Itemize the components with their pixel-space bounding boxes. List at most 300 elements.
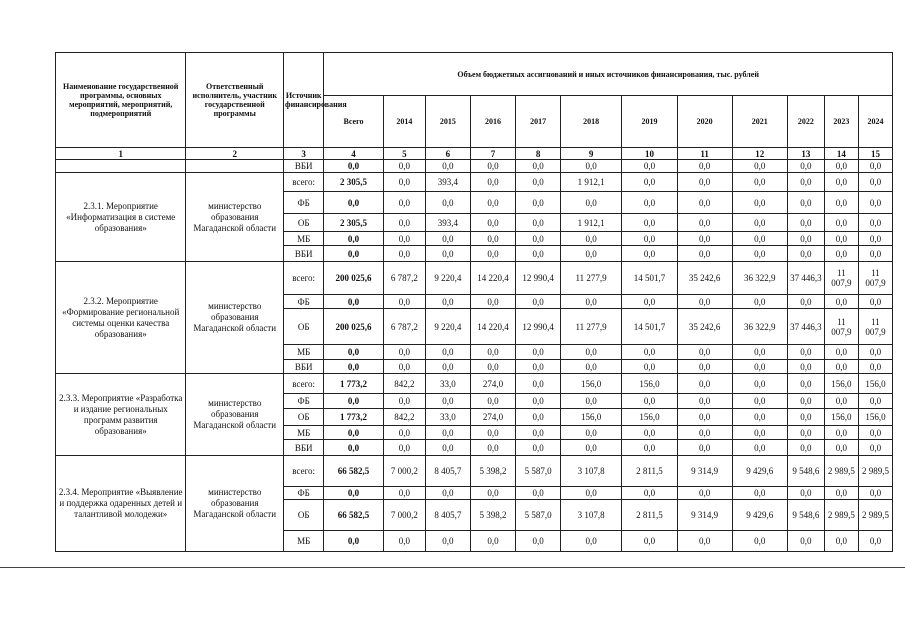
- header-year: 2024: [858, 96, 892, 148]
- value-cell: 9 314,9: [677, 456, 732, 487]
- value-cell: 2 989,5: [824, 500, 858, 531]
- value-cell: 0,0: [516, 345, 561, 360]
- value-cell: 0,0: [560, 394, 622, 409]
- total-cell: 0,0: [324, 360, 383, 374]
- value-cell: 0,0: [787, 192, 824, 214]
- value-cell: 2 989,5: [858, 456, 892, 487]
- value-cell: 0,0: [824, 246, 858, 262]
- value-cell: 0,0: [560, 531, 622, 552]
- value-cell: 0,0: [470, 232, 516, 246]
- value-cell: 156,0: [622, 409, 677, 426]
- value-cell: 156,0: [858, 374, 892, 394]
- value-cell: 0,0: [732, 394, 787, 409]
- value-cell: 0,0: [677, 394, 732, 409]
- value-cell: 0,0: [426, 295, 471, 309]
- value-cell: 0,0: [516, 531, 561, 552]
- value-cell: 0,0: [383, 160, 425, 173]
- value-cell: 0,0: [560, 345, 622, 360]
- value-cell: 393,4: [426, 214, 471, 232]
- header-year: 2017: [516, 96, 561, 148]
- measure-executor: министерство образования Магаданской области: [186, 374, 284, 456]
- value-cell: 156,0: [858, 409, 892, 426]
- value-cell: 0,0: [516, 440, 561, 456]
- value-cell: 0,0: [732, 531, 787, 552]
- value-cell: 14 220,4: [470, 309, 516, 345]
- value-cell: 0,0: [516, 214, 561, 232]
- total-cell: 0,0: [324, 394, 383, 409]
- column-number: 4: [324, 148, 383, 160]
- column-number: 12: [732, 148, 787, 160]
- column-number: 9: [560, 148, 622, 160]
- value-cell: 0,0: [426, 360, 471, 374]
- value-cell: 11 277,9: [560, 262, 622, 295]
- page-divider: [0, 567, 905, 568]
- value-cell: 7 000,2: [383, 500, 425, 531]
- column-number: 6: [426, 148, 471, 160]
- value-cell: 0,0: [677, 160, 732, 173]
- source-cell: ОБ: [284, 500, 324, 531]
- total-cell: 0,0: [324, 487, 383, 500]
- value-cell: 0,0: [732, 345, 787, 360]
- value-cell: 2 989,5: [824, 456, 858, 487]
- value-cell: 0,0: [858, 173, 892, 192]
- value-cell: 0,0: [470, 246, 516, 262]
- value-cell: 33,0: [426, 409, 471, 426]
- value-cell: 0,0: [732, 173, 787, 192]
- value-cell: 0,0: [622, 487, 677, 500]
- value-cell: 274,0: [470, 409, 516, 426]
- value-cell: 8 405,7: [426, 500, 471, 531]
- total-cell: 2 305,5: [324, 214, 383, 232]
- value-cell: 0,0: [858, 426, 892, 440]
- value-cell: 0,0: [787, 232, 824, 246]
- column-number: 14: [824, 148, 858, 160]
- value-cell: 0,0: [622, 214, 677, 232]
- value-cell: 0,0: [516, 295, 561, 309]
- source-cell: ВБИ: [284, 440, 324, 456]
- header-year: 2021: [732, 96, 787, 148]
- value-cell: 0,0: [560, 192, 622, 214]
- value-cell: 0,0: [426, 531, 471, 552]
- value-cell: 0,0: [732, 360, 787, 374]
- total-cell: 1 773,2: [324, 409, 383, 426]
- value-cell: 0,0: [383, 440, 425, 456]
- budget-table: [55, 52, 893, 552]
- value-cell: 0,0: [787, 214, 824, 232]
- value-cell: 0,0: [677, 192, 732, 214]
- value-cell: 0,0: [677, 440, 732, 456]
- value-cell: 8 405,7: [426, 456, 471, 487]
- measure-name: 2.3.3. Мероприятие «Разработка и издание региональных программ развития образования»: [56, 374, 186, 456]
- value-cell: 0,0: [383, 394, 425, 409]
- value-cell: 9 548,6: [787, 456, 824, 487]
- total-cell: 0,0: [324, 345, 383, 360]
- value-cell: 0,0: [426, 246, 471, 262]
- source-cell: ОБ: [284, 309, 324, 345]
- value-cell: 0,0: [470, 426, 516, 440]
- value-cell: 0,0: [858, 160, 892, 173]
- value-cell: 156,0: [824, 409, 858, 426]
- value-cell: 156,0: [824, 374, 858, 394]
- header-name: Наименование государственной программы, основных мероприятий, мероприятий, подмероприятий: [56, 53, 186, 148]
- column-number: 2: [186, 148, 284, 160]
- value-cell: 0,0: [383, 246, 425, 262]
- table-row: [56, 262, 893, 295]
- total-cell: 0,0: [324, 246, 383, 262]
- column-number: 15: [858, 148, 892, 160]
- column-number: 3: [284, 148, 324, 160]
- source-cell: всего:: [284, 262, 324, 295]
- value-cell: 11 007,9: [824, 309, 858, 345]
- value-cell: 0,0: [677, 295, 732, 309]
- measure-executor: министерство образования Магаданской области: [186, 173, 284, 262]
- source-cell: МБ: [284, 345, 324, 360]
- value-cell: 0,0: [622, 345, 677, 360]
- value-cell: 0,0: [677, 487, 732, 500]
- value-cell: 6 787,2: [383, 309, 425, 345]
- value-cell: 0,0: [383, 531, 425, 552]
- value-cell: 9 548,6: [787, 500, 824, 531]
- value-cell: 0,0: [426, 394, 471, 409]
- value-cell: 0,0: [426, 192, 471, 214]
- value-cell: 6 787,2: [383, 262, 425, 295]
- value-cell: 36 322,9: [732, 262, 787, 295]
- value-cell: 5 587,0: [516, 500, 561, 531]
- source-cell: МБ: [284, 426, 324, 440]
- value-cell: 5 587,0: [516, 456, 561, 487]
- value-cell: 12 990,4: [516, 262, 561, 295]
- value-cell: 35 242,6: [677, 309, 732, 345]
- value-cell: 0,0: [560, 232, 622, 246]
- value-cell: 0,0: [824, 214, 858, 232]
- total-cell: 200 025,6: [324, 262, 383, 295]
- total-cell: 0,0: [324, 192, 383, 214]
- value-cell: 0,0: [426, 232, 471, 246]
- value-cell: 0,0: [858, 214, 892, 232]
- value-cell: 14 501,7: [622, 309, 677, 345]
- value-cell: 2 811,5: [622, 500, 677, 531]
- measure-name: 2.3.4. Мероприятие «Выявление и поддержка одаренных детей и талантливой молодежи»: [56, 456, 186, 552]
- value-cell: 0,0: [677, 214, 732, 232]
- value-cell: 0,0: [824, 192, 858, 214]
- value-cell: 9 429,6: [732, 500, 787, 531]
- value-cell: 2 811,5: [622, 456, 677, 487]
- value-cell: 0,0: [516, 374, 561, 394]
- value-cell: 0,0: [858, 246, 892, 262]
- value-cell: 0,0: [470, 173, 516, 192]
- value-cell: 11 007,9: [858, 262, 892, 295]
- value-cell: 0,0: [622, 295, 677, 309]
- header-year: 2016: [470, 96, 516, 148]
- value-cell: 0,0: [470, 345, 516, 360]
- value-cell: 0,0: [622, 394, 677, 409]
- value-cell: 7 000,2: [383, 456, 425, 487]
- value-cell: 0,0: [560, 360, 622, 374]
- header-year: 2014: [383, 96, 425, 148]
- value-cell: 0,0: [426, 160, 471, 173]
- value-cell: 0,0: [516, 232, 561, 246]
- value-cell: 0,0: [383, 487, 425, 500]
- value-cell: 0,0: [787, 345, 824, 360]
- value-cell: 0,0: [824, 232, 858, 246]
- value-cell: 0,0: [470, 160, 516, 173]
- value-cell: 0,0: [426, 345, 471, 360]
- value-cell: 9 429,6: [732, 456, 787, 487]
- value-cell: 0,0: [732, 295, 787, 309]
- value-cell: 0,0: [470, 487, 516, 500]
- source-cell: всего:: [284, 173, 324, 192]
- value-cell: 9 220,4: [426, 262, 471, 295]
- measure-executor: министерство образования Магаданской области: [186, 456, 284, 552]
- value-cell: 0,0: [677, 360, 732, 374]
- value-cell: 0,0: [383, 360, 425, 374]
- value-cell: 11 277,9: [560, 309, 622, 345]
- value-cell: 0,0: [858, 360, 892, 374]
- column-number: 5: [383, 148, 425, 160]
- value-cell: 0,0: [787, 409, 824, 426]
- value-cell: 0,0: [858, 394, 892, 409]
- column-number: 11: [677, 148, 732, 160]
- value-cell: 0,0: [383, 295, 425, 309]
- value-cell: 0,0: [470, 214, 516, 232]
- source-cell: ВБИ: [284, 360, 324, 374]
- column-number: 10: [622, 148, 677, 160]
- value-cell: 0,0: [858, 487, 892, 500]
- value-cell: 0,0: [560, 160, 622, 173]
- header-year: 2019: [622, 96, 677, 148]
- value-cell: 0,0: [516, 160, 561, 173]
- measure-executor: министерство образования Магаданской области: [186, 262, 284, 374]
- value-cell: 0,0: [470, 192, 516, 214]
- source-cell: ВБИ: [284, 246, 324, 262]
- value-cell: 0,0: [622, 531, 677, 552]
- value-cell: 0,0: [516, 394, 561, 409]
- total-cell: 66 582,5: [324, 500, 383, 531]
- value-cell: 0,0: [383, 345, 425, 360]
- value-cell: 37 446,3: [787, 309, 824, 345]
- value-cell: 0,0: [824, 160, 858, 173]
- value-cell: 0,0: [824, 440, 858, 456]
- value-cell: 0,0: [787, 173, 824, 192]
- value-cell: 0,0: [824, 531, 858, 552]
- header-year: 2022: [787, 96, 824, 148]
- value-cell: 0,0: [824, 295, 858, 309]
- value-cell: 0,0: [824, 173, 858, 192]
- value-cell: 0,0: [516, 409, 561, 426]
- value-cell: 3 107,8: [560, 456, 622, 487]
- value-cell: 0,0: [677, 374, 732, 394]
- value-cell: 0,0: [824, 360, 858, 374]
- header-executor: Ответственный исполнитель, участник государственной программы: [186, 53, 284, 148]
- total-cell: 0,0: [324, 232, 383, 246]
- value-cell: 0,0: [470, 531, 516, 552]
- value-cell: 0,0: [824, 426, 858, 440]
- value-cell: 0,0: [787, 360, 824, 374]
- value-cell: 393,4: [426, 173, 471, 192]
- source-cell: ОБ: [284, 214, 324, 232]
- value-cell: 0,0: [732, 426, 787, 440]
- header-year: 2018: [560, 96, 622, 148]
- value-cell: 0,0: [787, 394, 824, 409]
- value-cell: 1 912,1: [560, 173, 622, 192]
- header-year: 2020: [677, 96, 732, 148]
- total-cell: 0,0: [324, 295, 383, 309]
- source-cell: МБ: [284, 232, 324, 246]
- value-cell: 0,0: [383, 173, 425, 192]
- value-cell: 0,0: [560, 487, 622, 500]
- value-cell: 0,0: [677, 409, 732, 426]
- value-cell: 0,0: [560, 295, 622, 309]
- value-cell: 274,0: [470, 374, 516, 394]
- value-cell: 156,0: [560, 374, 622, 394]
- header-budget: Объем бюджетных ассигнований и иных источников финансирования, тыс. рублей: [324, 53, 893, 96]
- value-cell: 0,0: [824, 487, 858, 500]
- value-cell: 0,0: [560, 440, 622, 456]
- value-cell: 0,0: [732, 409, 787, 426]
- value-cell: 0,0: [560, 426, 622, 440]
- header-source: Источник финансирования: [284, 53, 324, 148]
- source-cell: МБ: [284, 531, 324, 552]
- value-cell: 0,0: [787, 440, 824, 456]
- value-cell: 0,0: [677, 173, 732, 192]
- value-cell: 0,0: [732, 160, 787, 173]
- column-number: 1: [56, 148, 186, 160]
- value-cell: 0,0: [622, 246, 677, 262]
- value-cell: 0,0: [787, 295, 824, 309]
- value-cell: 0,0: [383, 214, 425, 232]
- value-cell: 0,0: [470, 440, 516, 456]
- value-cell: 2 989,5: [858, 500, 892, 531]
- column-number: 13: [787, 148, 824, 160]
- value-cell: 0,0: [732, 214, 787, 232]
- value-cell: 11 007,9: [858, 309, 892, 345]
- value-cell: 0,0: [732, 246, 787, 262]
- total-cell: 1 773,2: [324, 374, 383, 394]
- value-cell: 0,0: [560, 246, 622, 262]
- value-cell: 0,0: [858, 192, 892, 214]
- value-cell: 0,0: [732, 440, 787, 456]
- header-year: 2023: [824, 96, 858, 148]
- value-cell: 0,0: [824, 394, 858, 409]
- value-cell: 0,0: [516, 192, 561, 214]
- value-cell: 0,0: [732, 232, 787, 246]
- total-cell: 2 305,5: [324, 173, 383, 192]
- value-cell: 0,0: [677, 232, 732, 246]
- value-cell: 0,0: [622, 426, 677, 440]
- value-cell: 5 398,2: [470, 456, 516, 487]
- value-cell: 0,0: [677, 246, 732, 262]
- value-cell: 14 220,4: [470, 262, 516, 295]
- value-cell: 0,0: [622, 440, 677, 456]
- value-cell: 0,0: [426, 487, 471, 500]
- total-cell: 200 025,6: [324, 309, 383, 345]
- source-cell: всего:: [284, 456, 324, 487]
- value-cell: 3 107,8: [560, 500, 622, 531]
- header-year: 2015: [426, 96, 471, 148]
- source-cell: ФБ: [284, 487, 324, 500]
- value-cell: 842,2: [383, 409, 425, 426]
- value-cell: 0,0: [622, 360, 677, 374]
- value-cell: 0,0: [824, 345, 858, 360]
- value-cell: 0,0: [787, 246, 824, 262]
- value-cell: 0,0: [677, 345, 732, 360]
- value-cell: 156,0: [622, 374, 677, 394]
- value-cell: 0,0: [426, 440, 471, 456]
- total-cell: 0,0: [324, 160, 383, 173]
- source-cell: ФБ: [284, 394, 324, 409]
- total-cell: 0,0: [324, 440, 383, 456]
- table-row: [56, 173, 893, 192]
- column-number: 7: [470, 148, 516, 160]
- value-cell: 0,0: [858, 295, 892, 309]
- total-cell: 0,0: [324, 426, 383, 440]
- value-cell: 0,0: [622, 160, 677, 173]
- value-cell: 5 398,2: [470, 500, 516, 531]
- value-cell: 0,0: [516, 426, 561, 440]
- value-cell: 0,0: [858, 440, 892, 456]
- column-number: 8: [516, 148, 561, 160]
- value-cell: 0,0: [732, 374, 787, 394]
- value-cell: 36 322,9: [732, 309, 787, 345]
- value-cell: 0,0: [677, 426, 732, 440]
- value-cell: 0,0: [622, 232, 677, 246]
- value-cell: 0,0: [516, 360, 561, 374]
- header-total: Всего: [324, 96, 383, 148]
- table-row: [56, 374, 893, 394]
- value-cell: 0,0: [516, 246, 561, 262]
- value-cell: 9 314,9: [677, 500, 732, 531]
- total-cell: 0,0: [324, 531, 383, 552]
- value-cell: 0,0: [858, 531, 892, 552]
- value-cell: 11 007,9: [824, 262, 858, 295]
- value-cell: 0,0: [383, 426, 425, 440]
- value-cell: 0,0: [787, 374, 824, 394]
- value-cell: 0,0: [858, 345, 892, 360]
- value-cell: 0,0: [732, 192, 787, 214]
- source-cell: ОБ: [284, 409, 324, 426]
- value-cell: 0,0: [622, 192, 677, 214]
- source-cell: ФБ: [284, 192, 324, 214]
- measure-name: 2.3.1. Мероприятие «Информатизация в системе образования»: [56, 173, 186, 262]
- value-cell: 9 220,4: [426, 309, 471, 345]
- measure-name: 2.3.2. Мероприятие «Формирование региональной системы оценки качества образования»: [56, 262, 186, 374]
- value-cell: 0,0: [787, 531, 824, 552]
- value-cell: 0,0: [787, 160, 824, 173]
- value-cell: 0,0: [787, 426, 824, 440]
- table-row: [56, 456, 893, 487]
- source-cell: всего:: [284, 374, 324, 394]
- value-cell: 0,0: [383, 192, 425, 214]
- column-numbers-row: [56, 148, 893, 160]
- source-cell: ФБ: [284, 295, 324, 309]
- value-cell: 0,0: [732, 487, 787, 500]
- value-cell: 1 912,1: [560, 214, 622, 232]
- value-cell: 842,2: [383, 374, 425, 394]
- value-cell: 37 446,3: [787, 262, 824, 295]
- value-cell: 35 242,6: [677, 262, 732, 295]
- value-cell: 0,0: [858, 232, 892, 246]
- value-cell: 0,0: [677, 531, 732, 552]
- prev-executor-cell: [186, 160, 284, 173]
- value-cell: 0,0: [470, 360, 516, 374]
- value-cell: 0,0: [383, 232, 425, 246]
- value-cell: 0,0: [516, 487, 561, 500]
- prev-name-cell: [56, 160, 186, 173]
- value-cell: 0,0: [516, 173, 561, 192]
- total-cell: 66 582,5: [324, 456, 383, 487]
- value-cell: 0,0: [426, 426, 471, 440]
- value-cell: 0,0: [470, 394, 516, 409]
